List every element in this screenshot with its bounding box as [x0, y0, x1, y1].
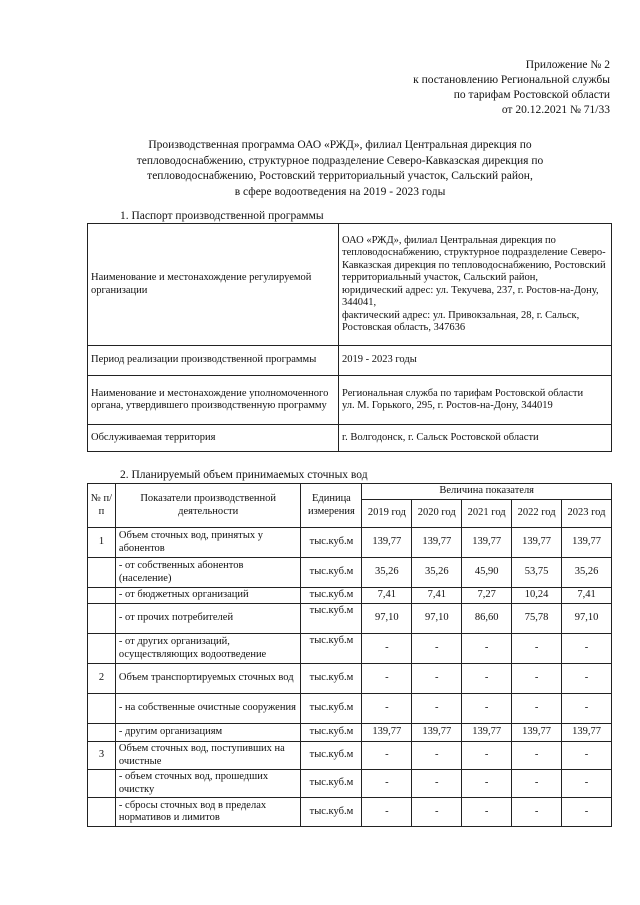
row-value: 139,77	[412, 724, 462, 742]
row-value: -	[412, 664, 462, 694]
row-value: -	[512, 770, 562, 798]
column-header-value: Величина показателя	[362, 484, 612, 500]
table-row	[88, 425, 612, 452]
passport-value-line: ОАО «РЖД», филиал Центральная дирекция по тепловодоснабжению, структурное подразделение Северо-Кавказская дирекция по тепловодоснабжению, Ростовский территориальный участок, Сальский район,	[342, 234, 606, 283]
row-value: 35,26	[562, 558, 612, 588]
row-label: Объем сточных вод, принятых у абонентов	[115, 528, 301, 558]
row-value: -	[562, 742, 612, 770]
row-value: 139,77	[562, 724, 612, 742]
row-value: -	[462, 742, 512, 770]
row-value: 7,41	[412, 588, 462, 604]
table-row	[88, 664, 612, 694]
row-value: 139,77	[462, 724, 512, 742]
table-row	[88, 558, 612, 588]
passport-value	[339, 224, 612, 346]
table-row	[88, 634, 612, 664]
row-value: 10,24	[512, 588, 562, 604]
row-value: -	[462, 634, 512, 664]
row-value: 86,60	[462, 604, 512, 634]
row-label: Объем сточных вод, поступивших на очистные	[115, 742, 301, 770]
row-unit: тыс.куб.м	[301, 558, 362, 588]
appendix-header	[310, 58, 610, 118]
row-num	[88, 798, 116, 827]
column-header-year: 2021 год	[462, 500, 512, 528]
row-label: - от других организаций, осуществляющих водоотведение	[115, 634, 301, 664]
row-value: -	[562, 664, 612, 694]
column-header-indicator: Показатели производственной деятельности	[115, 484, 301, 528]
row-value: -	[562, 770, 612, 798]
passport-value-line: ул. М. Горького, 295, г. Ростов-на-Дону, 344019	[342, 400, 553, 411]
column-header-year: 2020 год	[412, 500, 462, 528]
row-label: - сбросы сточных вод в пределах нормативов и лимитов	[115, 798, 301, 827]
row-value: -	[412, 634, 462, 664]
row-value: 75,78	[512, 604, 562, 634]
row-num	[88, 770, 116, 798]
row-label: - от бюджетных организаций	[115, 588, 301, 604]
table-row	[88, 588, 612, 604]
row-value: -	[462, 798, 512, 827]
row-value: -	[362, 770, 412, 798]
row-value: -	[362, 694, 412, 724]
title-line: в сфере водоотведения на 2019 - 2023 годы	[234, 185, 446, 198]
row-num	[88, 634, 116, 664]
row-value: -	[362, 664, 412, 694]
document-title	[105, 138, 575, 200]
row-value: -	[462, 664, 512, 694]
section-2-heading: 2. Планируемый объем принимаемых сточных вод	[120, 469, 368, 481]
row-value: -	[562, 634, 612, 664]
appendix-line: Приложение № 2	[525, 59, 610, 71]
row-unit: тыс.куб.м	[301, 798, 362, 827]
row-value: -	[462, 770, 512, 798]
title-line: тепловодоснабжению, структурное подразделение Северо-Кавказская дирекция по	[136, 154, 544, 167]
row-label: - объем сточных вод, прошедших очистку	[115, 770, 301, 798]
table-row	[88, 604, 612, 634]
passport-value	[339, 376, 612, 425]
row-num	[88, 604, 116, 634]
row-value: 139,77	[462, 528, 512, 558]
passport-value-line: фактический адрес: ул. Привокзальная, 28, г. Сальск, Ростовская область, 347636	[342, 309, 580, 333]
row-value: -	[512, 664, 562, 694]
row-value: -	[412, 798, 462, 827]
row-value: 35,26	[412, 558, 462, 588]
passport-label: Обслуживаемая территория	[88, 425, 339, 452]
table-header-row	[88, 484, 612, 500]
section-1-heading: 1. Паспорт производственной программы	[120, 210, 324, 222]
row-num	[88, 558, 116, 588]
row-value: -	[562, 694, 612, 724]
appendix-line: по тарифам Ростовской области	[453, 89, 610, 101]
row-unit: тыс.куб.м	[301, 742, 362, 770]
row-label: Объем транспортируемых сточных вод	[115, 664, 301, 694]
row-unit: тыс.куб.м	[301, 588, 362, 604]
title-line: Производственная программа ОАО «РЖД», филиал Центральная дирекция по	[148, 139, 532, 151]
table-row	[88, 742, 612, 770]
row-label: - другим организациям	[115, 724, 301, 742]
row-num: 1	[88, 528, 116, 558]
passport-label: Период реализации производственной программы	[88, 346, 339, 376]
table-row	[88, 376, 612, 425]
row-value: 53,75	[512, 558, 562, 588]
appendix-line: от 20.12.2021 № 71/33	[501, 104, 610, 116]
passport-value: 2019 - 2023 годы	[339, 346, 612, 376]
volume-table	[87, 483, 612, 827]
table-row	[88, 346, 612, 376]
row-value: -	[562, 798, 612, 827]
row-value: -	[412, 694, 462, 724]
passport-table	[87, 223, 612, 452]
passport-label: Наименование и местонахождение уполномоченного органа, утвердившего производственную программу	[88, 376, 339, 425]
row-unit: тыс.куб.м	[301, 634, 362, 664]
row-value: -	[512, 742, 562, 770]
row-num	[88, 588, 116, 604]
row-num	[88, 694, 116, 724]
table-row	[88, 770, 612, 798]
row-value: 97,10	[412, 604, 462, 634]
row-value: 139,77	[512, 528, 562, 558]
row-value: -	[362, 742, 412, 770]
column-header-unit: Единица измерения	[301, 484, 362, 528]
row-value: 139,77	[412, 528, 462, 558]
row-value: -	[362, 634, 412, 664]
passport-value: г. Волгодонск, г. Сальск Ростовской области	[339, 425, 612, 452]
row-value: -	[512, 634, 562, 664]
row-value: -	[462, 694, 512, 724]
passport-label: Наименование и местонахождение регулируемой организации	[88, 224, 339, 346]
row-value: 7,41	[362, 588, 412, 604]
table-row	[88, 694, 612, 724]
table-row	[88, 224, 612, 346]
column-header-year: 2022 год	[512, 500, 562, 528]
row-value: -	[412, 742, 462, 770]
row-label: - от прочих потребителей	[115, 604, 301, 634]
column-header-year: 2019 год	[362, 500, 412, 528]
row-label: - на собственные очистные сооружения	[115, 694, 301, 724]
row-value: 45,90	[462, 558, 512, 588]
row-unit: тыс.куб.м	[301, 770, 362, 798]
row-unit: тыс.куб.м	[301, 664, 362, 694]
row-unit: тыс.куб.м	[301, 724, 362, 742]
row-value: -	[512, 798, 562, 827]
passport-value-line: Региональная служба по тарифам Ростовской области	[342, 387, 584, 399]
row-value: 139,77	[362, 724, 412, 742]
row-num: 3	[88, 742, 116, 770]
row-value: 97,10	[562, 604, 612, 634]
row-num: 2	[88, 664, 116, 694]
row-value: 7,27	[462, 588, 512, 604]
table-row	[88, 798, 612, 827]
title-line: тепловодоснабжению, Ростовский территориальный участок, Сальский район,	[147, 170, 533, 182]
row-unit: тыс.куб.м	[301, 528, 362, 558]
row-value: -	[512, 694, 562, 724]
table-row	[88, 724, 612, 742]
row-num	[88, 724, 116, 742]
appendix-line: к постановлению Региональной службы	[413, 74, 610, 86]
column-header-num: № п/п	[88, 484, 116, 528]
row-unit: тыс.куб.м	[301, 694, 362, 724]
row-value: -	[362, 798, 412, 827]
row-value: 139,77	[562, 528, 612, 558]
table-row	[88, 528, 612, 558]
row-value: 139,77	[512, 724, 562, 742]
row-value: 97,10	[362, 604, 412, 634]
passport-value-line: юридический адрес: ул. Текучева, 237, г. Ростов-на-Дону, 344041,	[342, 284, 599, 308]
row-value: -	[412, 770, 462, 798]
row-value: 7,41	[562, 588, 612, 604]
row-value: 35,26	[362, 558, 412, 588]
column-header-year: 2023 год	[562, 500, 612, 528]
row-unit: тыс.куб.м	[301, 604, 362, 634]
row-label: - от собственных абонентов (население)	[115, 558, 301, 588]
row-value: 139,77	[362, 528, 412, 558]
